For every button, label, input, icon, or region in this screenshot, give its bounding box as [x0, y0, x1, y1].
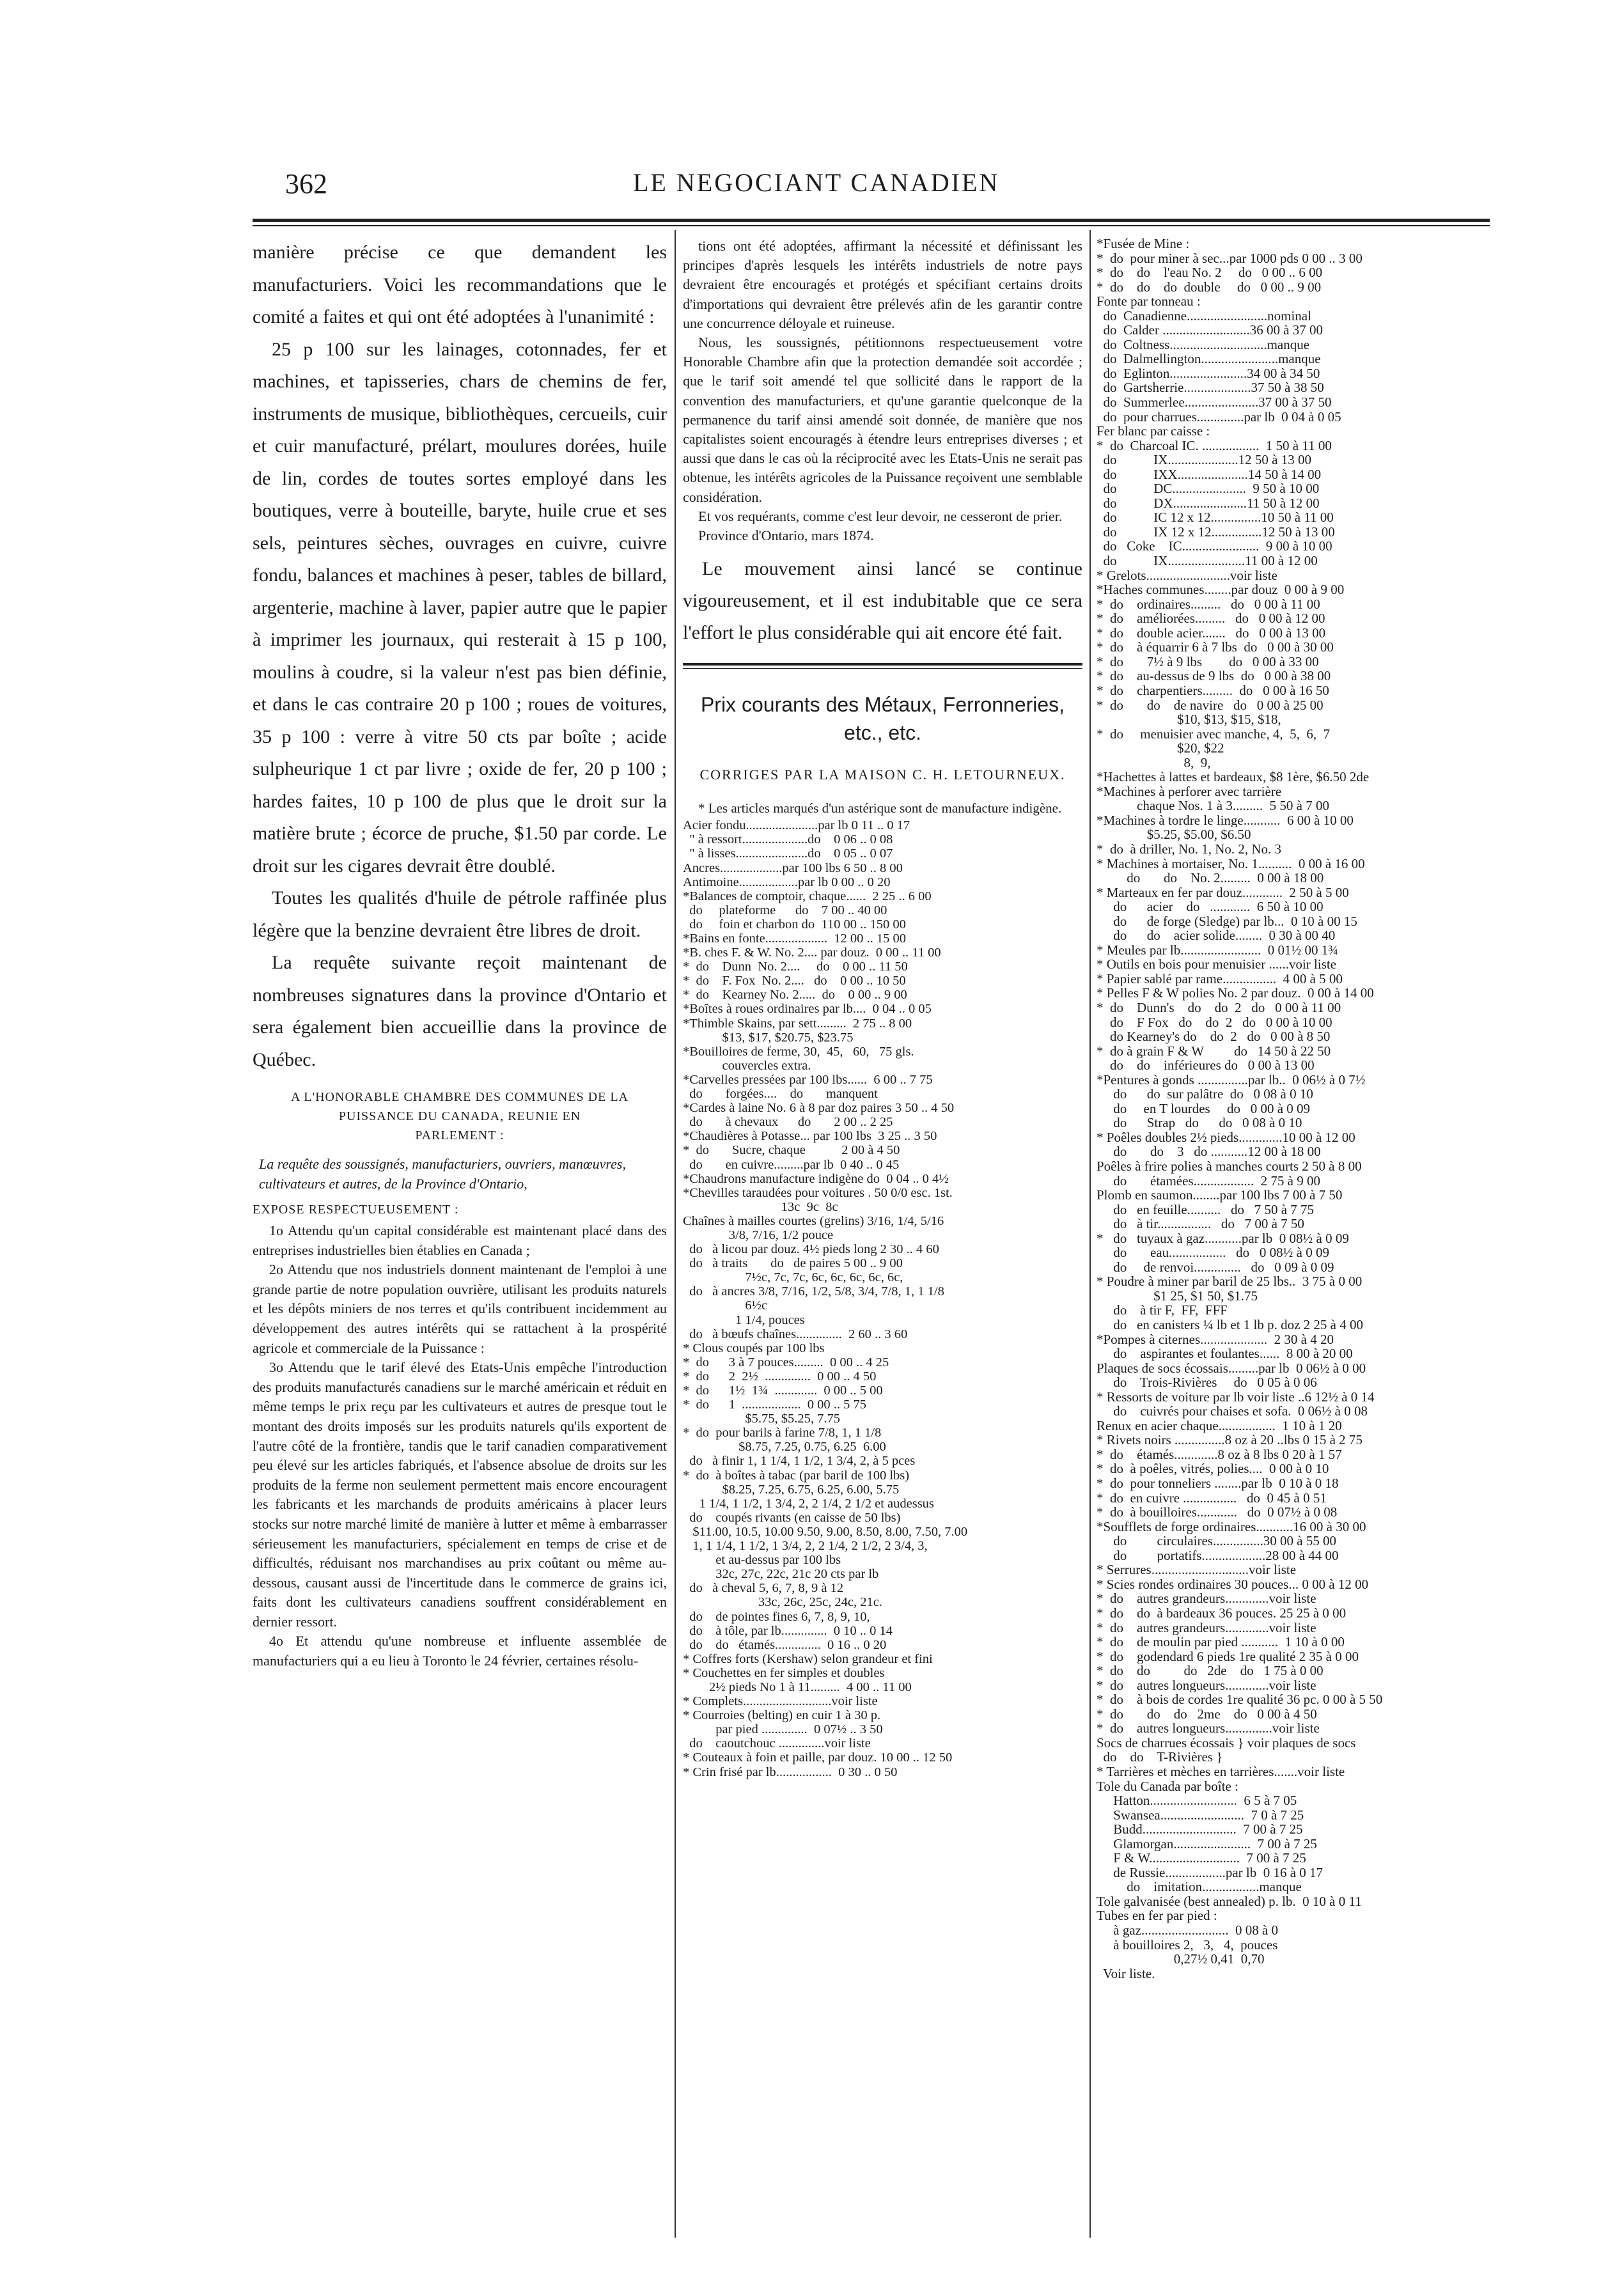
price-line: do Calder ..........................36 00 à 37 00: [1097, 323, 1323, 338]
price-line: Ancres...................par 100 lbs 6 50 .. 8 00: [683, 861, 903, 875]
paragraph: Toutes les qualités d'huile de pétrole raffinée plus légère que la benzine devraient être libres de droit.: [253, 887, 667, 941]
price-line: * do autres longueurs..............voir liste: [1097, 1721, 1320, 1736]
price-line: * do menuisier avec manche, 4, 5, 6, 7: [1097, 726, 1331, 742]
price-line: *Soufflets de forge ordinaires...........16 00 à 30 00: [1097, 1519, 1366, 1534]
price-line: do à tir F, FF, FFF: [1097, 1303, 1228, 1318]
price-line: do à chevaux do 2 00 .. 2 25: [683, 1115, 893, 1130]
price-line: Plomb en saumon........par 100 lbs 7 00 à 7 50: [1097, 1188, 1343, 1203]
price-line: do de forge (Sledge) par lb... 0 10 à 00 15: [1097, 914, 1357, 929]
paragraph: 4o Et attendu qu'une nombreuse et influente assemblée de manufacturiers qui a eu lieu à Toronto le 24 février, certaines résolu-: [253, 1633, 667, 1669]
price-line: do IX.......................11 00 à 12 00: [1097, 554, 1318, 568]
price-line: do Trois-Rivières do 0 05 à 0 06: [1097, 1375, 1317, 1390]
price-line: 33c, 26c, 25c, 24c, 21c.: [683, 1595, 882, 1610]
section-rule-thin: [683, 668, 1082, 669]
price-line: $1 25, $1 50, $1.75: [1097, 1288, 1258, 1304]
page-number: 362: [285, 168, 327, 199]
price-line: do cuivrés pour chaises et sofa. 0 06½ à 0 08: [1097, 1404, 1368, 1419]
price-line: *Haches communes........par douz 0 00 à 9 00: [1097, 582, 1345, 597]
price-line: * Clous coupés par 100 lbs: [683, 1341, 825, 1355]
price-line: Hatton.......................... 6 5 à 7 05: [1097, 1793, 1297, 1808]
paragraph: 1o Attendu qu'un capital considérable est maintenant placé dans des entreprises industrielles bien établies en Canada ;: [253, 1222, 667, 1258]
price-line: * do à bois de cordes 1re qualité 36 pc. 0 00 à 5 50: [1097, 1692, 1383, 1707]
price-line: * do 1½ 1¾ ............. 0 00 .. 5 00: [683, 1384, 883, 1398]
price-line: Glamorgan....................... 7 00 à 7 25: [1097, 1836, 1317, 1851]
price-line: * do do do 2me do 0 00 à 4 50: [1097, 1706, 1317, 1722]
price-line: *Thimble Skains, par sett......... 2 75 .. 8 00: [683, 1016, 912, 1031]
price-line: do Summerlee......................37 00 à 37 50: [1097, 395, 1332, 410]
price-line: * do 1 .................. 0 00 .. 5 75: [683, 1398, 866, 1412]
price-line: 1 1/4, 1 1/2, 1 3/4, 2, 2 1/4, 2 1/2 et audessus: [683, 1496, 934, 1511]
price-line: " à ressort....................do 0 06 .. 0 08: [683, 832, 893, 847]
price-list: [683, 818, 1082, 1779]
price-line: *Pentures à gonds ...............par lb.. 0 06½ à 0 7½: [1097, 1072, 1366, 1087]
price-line: do aspirantes et foulantes...... 8 00 à 20 00: [1097, 1346, 1353, 1361]
price-line: * Grelots.........................voir liste: [1097, 568, 1277, 583]
price-line: * do de moulin par pied ........... 1 10 à 0 00: [1097, 1635, 1345, 1649]
price-line: * do do de navire do 0 00 à 25 00: [1097, 698, 1323, 713]
price-line: *Chevilles taraudées pour voitures . 50 0/0 esc. 1st.: [683, 1185, 953, 1200]
price-line: Socs de charrues écossais } voir plaques de socs: [1097, 1735, 1356, 1750]
price-line: do Gartsherrie....................37 50 à 38 50: [1097, 380, 1324, 396]
price-line: do Coltness.............................manque: [1097, 337, 1310, 352]
price-line: * do au-dessus de 9 lbs do 0 00 à 38 00: [1097, 669, 1331, 683]
address-line: A L'HONORABLE CHAMBRE DES COMMUNES DE LA: [290, 1090, 629, 1104]
price-line: do plateforme do 7 00 .. 40 00: [683, 903, 887, 917]
price-line: * do charpentiers......... do 0 00 à 16 50: [1097, 683, 1329, 698]
price-line: * do à driller, No. 1, No. 2, No. 3: [1097, 841, 1282, 857]
price-line: do eau................. do 0 08½ à 0 09: [1097, 1245, 1329, 1260]
price-line: * Coffres forts (Kershaw) selon grandeur et fini: [683, 1651, 933, 1666]
price-line: * do F. Fox No. 2.... do 0 00 .. 10 50: [683, 974, 906, 988]
price-line: do IC 12 x 12...............10 50 à 11 00: [1097, 510, 1334, 525]
price-line: * Serrures.............................voir liste: [1097, 1563, 1297, 1577]
price-line: * Machines à mortaiser, No. 1.......... 0 00 à 16 00: [1097, 856, 1365, 871]
price-line: * Scies rondes ordinaires 30 pouces... 0 00 à 12 00: [1097, 1577, 1369, 1592]
expose-heading: EXPOSE RESPECTUEUSEMENT :: [253, 1203, 459, 1217]
price-line: do Eglinton.......................34 00 à 34 50: [1097, 366, 1320, 381]
price-line: do do acier solide........ 0 30 à 00 40: [1097, 928, 1336, 943]
price-line: Tubes en fer par pied :: [1097, 1908, 1217, 1923]
price-line: do F Fox do do 2 do 0 00 à 10 00: [1097, 1015, 1332, 1030]
price-line: * do do do double do 0 00 .. 9 00: [1097, 279, 1322, 295]
price-line: $11.00, 10.5, 10.00 9.50, 9.00, 8.50, 8.00, 7.50, 7.00: [683, 1524, 968, 1539]
price-line: * Poêles doubles 2½ pieds.............10 00 à 12 00: [1097, 1130, 1355, 1145]
price-line: $13, $17, $20.75, $23.75: [683, 1030, 854, 1045]
price-line: do à traits do de paires 5 00 .. 9 00: [683, 1256, 903, 1271]
price-line: * do en cuivre ................ do 0 45 à 0 51: [1097, 1490, 1327, 1506]
price-line: à gaz.......................... 0 08 à 0: [1097, 1922, 1279, 1938]
corrected-by: CORRIGES PAR LA MAISON C. H. LETOURNEUX.: [699, 767, 1066, 783]
price-line: * do Kearney No. 2..... do 0 00 .. 9 00: [683, 988, 907, 1002]
price-line: do do étamés.............. 0 16 .. 0 20: [683, 1637, 887, 1652]
price-line: *Machines à perforer avec tarrière: [1097, 784, 1282, 799]
petition-intro: La requête des soussignés, manufacturiers, ouvriers, manœuvres, cultivateurs et autres, de la Province d'Ontario,: [259, 1156, 626, 1192]
price-line: do en cuivre.........par lb 0 40 .. 0 45: [683, 1157, 900, 1172]
price-line: do à tôle, par lb.............. 0 10 .. 0 14: [683, 1623, 893, 1638]
price-line: do Kearney's do do 2 do 0 00 à 8 50: [1097, 1029, 1331, 1044]
price-line: do DX......................11 50 à 12 00: [1097, 495, 1320, 511]
price-line: * Rivets noirs ...............8 oz à 20 ..lbs 0 15 à 2 75: [1097, 1433, 1362, 1447]
section-rule: [683, 663, 1082, 666]
price-line: * Meules par lb........................ 0 01½ 00 1¾: [1097, 942, 1338, 958]
price-line: * do pour barils à farine 7/8, 1, 1 1/8: [683, 1426, 882, 1440]
price-line: * do do l'eau No. 2 do 0 00 .. 6 00: [1097, 265, 1323, 280]
price-line: *Bouilloires de ferme, 30, 45, 60, 75 gls.: [683, 1044, 914, 1059]
section-title: Prix courants des Métaux, Ferronneries, etc., etc.: [700, 693, 1065, 745]
price-line: do Dalmellington.......................manque: [1097, 352, 1321, 366]
price-line: 2½ pieds No 1 à 11......... 4 00 .. 11 00: [683, 1680, 912, 1694]
paragraph: tions ont été adoptées, affirmant la nécessité et définissant les principes d'après lesquels les intérêts industriels de notre pays devraient être encouragés et protégés et spécifiant certains droits d'importations qui devraient être prélevés afin de les garantir contre une concurrence déloyale et ruineuse.: [683, 238, 1082, 331]
price-line: do imitation.................manque: [1097, 1880, 1302, 1894]
column-1: [253, 237, 667, 2244]
price-line: $8.25, 7.25, 6.75, 6.25, 6.00, 5.75: [683, 1482, 900, 1497]
price-line: de Russie..................par lb 0 16 à 0 17: [1097, 1865, 1323, 1880]
price-line: Acier fondu......................par lb 0 11 .. 0 17: [683, 818, 910, 833]
price-line: * do autres grandeurs.............voir liste: [1097, 1620, 1316, 1635]
price-line: *Bains en fonte................... 12 00 .. 15 00: [683, 931, 907, 946]
header-rule-thick: [253, 219, 1490, 222]
price-line: Poêles à frire polies à manches courts 2 50 à 8 00: [1097, 1159, 1362, 1174]
price-line: do do 3 do ...........12 00 à 18 00: [1097, 1144, 1321, 1159]
price-line: 8, 9,: [1097, 755, 1211, 770]
price-line: *Pompes à citernes.................... 2 30 à 4 20: [1097, 1332, 1334, 1347]
price-line: Budd............................ 7 00 à 7 25: [1097, 1822, 1303, 1837]
price-line: * do do à bardeaux 36 pouces. 25 25 à 0 00: [1097, 1605, 1347, 1621]
column-divider-2: [1089, 230, 1091, 2238]
price-line: do forgées.... do manquent: [683, 1087, 878, 1102]
paragraph: 25 p 100 sur les lainages, cotonnades, fer et machines, et tapisseries, chars de chemins de fer, instruments de musique, bibliothèques, cercueils, cuir et cuir manufacturé, prélart, moulures dorées, huile de lin, cordes de toutes sortes employé dans les boutiques, verre à bouteille, baryte, huile crue et ses sels, peintures sèches, ouvrages en cuivre, cuivre fondu, balances et machines à peser, tables de billard, argenterie, machine à laver, papier autre que le papier à imprimer les journaux, qui resterait à 15 p 100, moulins à coudre, si la valeur n'est pas bien définie, et dans le cas contraire 20 p 100 ; roues de voitures, 35 p 100 : verre à vitre 50 cts par boîte ; acide sulpheurique 1 ct par livre ; oxide de fer, 20 p 100 ; hardes faites, 10 p 100 de plus que le droit sur la matière brute ; écorce de pruche, $1.50 par corde. Le droit sur les cigares devrait être doublé.: [253, 338, 667, 877]
price-line: * do autres longueurs.............voir liste: [1097, 1678, 1316, 1693]
price-line: do IXX.....................14 50 à 14 00: [1097, 467, 1322, 482]
address-line: PUISSANCE DU CANADA, REUNIE EN: [338, 1109, 581, 1123]
price-line: * do 2 2½ .............. 0 00 .. 4 50: [683, 1369, 877, 1384]
paragraph: manière précise ce que demandent les manufacturiers. Voici les recommandations que le comité a faites et qui ont été adoptées à l'unanimité :: [253, 242, 667, 327]
paragraph: La requête suivante reçoit maintenant de nombreuses signatures dans la province d'Ontario et sera également bien accueillie dans la province de Québec.: [253, 952, 667, 1070]
price-line: 0,27½ 0,41 0,70: [1097, 1952, 1265, 1967]
price-line: * do Charcoal IC. ................. 1 50 à 11 00: [1097, 438, 1332, 453]
price-line: do Strap do do 0 08 à 0 10: [1097, 1116, 1302, 1130]
price-line: do Canadienne........................nominal: [1097, 308, 1311, 323]
price-line: Swansea......................... 7 0 à 7 25: [1097, 1807, 1304, 1823]
price-line: Plaques de socs écossais.........par lb 0 06½ à 0 00: [1097, 1360, 1366, 1376]
price-line: 3/8, 7/16, 1/2 pouce: [683, 1228, 834, 1242]
paragraph: Le mouvement ainsi lancé se continue vigoureusement, et il est indubitable que ce sera l'effort le plus considérable qui ait encore été fait.: [683, 558, 1082, 644]
price-line: do en feuille.......... do 7 50 à 7 75: [1097, 1202, 1315, 1217]
price-line: do caoutchouc ..............voir liste: [683, 1736, 871, 1751]
price-line: * do ordinaires......... do 0 00 à 11 00: [1097, 596, 1320, 612]
price-line: do circulaires...............30 00 à 55 00: [1097, 1534, 1337, 1548]
header-rule-thin: [253, 225, 1490, 226]
asterisk-note: * Les articles marqués d'un astérique sont de manufacture indigène.: [698, 800, 1062, 816]
price-line: Chaînes à mailles courtes (grelins) 3/16, 1/4, 5/16: [683, 1213, 944, 1228]
price-line: * Ressorts de voiture par lb voir liste ..6 12½ à 0 14: [1097, 1389, 1375, 1405]
price-line: couvercles extra.: [683, 1058, 811, 1073]
price-line: do de renvoi.............. do 0 09 à 0 09: [1097, 1259, 1334, 1275]
price-line: * Pelles F & W polies No. 2 par douz. 0 00 à 14 00: [1097, 986, 1374, 1001]
price-line: *Boîtes à roues ordinaires par lb.... 0 04 .. 0 05: [683, 1002, 932, 1017]
price-line: *Hachettes à lattes et bardeaux, $8 1ère, $6.50 2de: [1097, 770, 1370, 784]
price-line: chaque Nos. 1 à 3......... 5 50 à 7 00: [1097, 799, 1329, 813]
price-line: do foin et charbon do 110 00 .. 150 00: [683, 917, 906, 931]
price-line: *B. ches F. & W. No. 2.... par douz. 0 00 .. 11 00: [683, 946, 941, 960]
price-line: do à finir 1, 1 1/4, 1 1/2, 1 3/4, 2, à 5 pces: [683, 1454, 916, 1469]
paragraph: 3o Attendu que le tarif élevé des Etats-Unis empêche l'introduction des produits manufacturés canadiens sur le marché américain et réduit en même temps le prix reçu par les cultivateurs et autres de presque tout le montant des droits imposés sur les produits naturels qu'ils exportent de l'autre côté de la frontière, tandis que le tarif canadien comparativement peu élevé sur les articles fabriqués, et l'absence absolue de droits sur les produits de la ferme non seulement permettent mais encore encouragent les fabricants et les marchands de produits américains à placer leurs stocks sur notre marché limité de manière à lutter et même à embarrasser sérieusement les manufacturiers, spécialement en temps de crise et de difficultés, réduisant nos marchandises au prix coûtant ou même au-dessous, causant aussi de l'incertitude dans le commerce de grains ici, faits dont les cultivateurs canadiens souffrent considérablement en dernier ressort.: [253, 1359, 667, 1630]
price-line: do de pointes fines 6, 7, 8, 9, 10,: [683, 1609, 870, 1624]
price-line: Renux en acier chaque................. 1 10 à 1 20: [1097, 1418, 1342, 1433]
price-line: * do étamés.............8 oz à 8 lbs 0 20 à 1 57: [1097, 1447, 1342, 1462]
price-line: do IX.....................12 50 à 13 00: [1097, 453, 1311, 467]
price-line: * do 7½ à 9 lbs do 0 00 à 33 00: [1097, 654, 1319, 669]
price-line: 7½c, 7c, 7c, 6c, 6c, 6c, 6c, 6c,: [683, 1270, 903, 1285]
price-line: * do à boîtes à tabac (par baril de 100 lbs): [683, 1468, 910, 1483]
journal-title: LE NEGOCIANT CANADIEN: [633, 168, 1000, 197]
price-line: 32c, 27c, 22c, 21c 20 cts par lb: [683, 1567, 879, 1582]
price-line: * Couchettes en fer simples et doubles: [683, 1665, 885, 1680]
price-line: * do do do 2de do 1 75 à 0 00: [1097, 1664, 1323, 1678]
price-line: 1 1/4, pouces: [683, 1313, 805, 1327]
price-line: $20, $22: [1097, 741, 1224, 756]
price-line: * Couteaux à foin et paille, par douz. 10 00 .. 12 50: [683, 1750, 953, 1765]
price-line: * do à grain F & W do 14 50 à 22 50: [1097, 1043, 1331, 1059]
price-line: * Marteaux en fer par douz............ 2 50 à 5 00: [1097, 885, 1349, 900]
price-line: Voir liste.: [1097, 1966, 1155, 1981]
price-line: do acier do ............ 6 50 à 10 00: [1097, 900, 1323, 914]
price-list: [1097, 237, 1490, 1981]
address-line: PARLEMENT :: [415, 1128, 504, 1142]
price-line: do do sur palâtre do 0 08 à 0 10: [1097, 1087, 1313, 1102]
price-line: Fer blanc par caisse :: [1097, 424, 1210, 439]
price-line: * do double acier....... do 0 00 à 13 00: [1097, 625, 1326, 641]
column-2: [683, 237, 1082, 2244]
price-line: do à licou par douz. 4½ pieds long 2 30 .. 4 60: [683, 1242, 939, 1257]
price-line: Antimoine..................par lb 0 00 .. 0 20: [683, 875, 891, 889]
price-line: *Fusée de Mine :: [1097, 237, 1190, 251]
price-line: $5.75, $5.25, 7.75: [683, 1412, 840, 1426]
price-line: do do inférieures do 0 00 à 13 00: [1097, 1058, 1315, 1073]
price-line: do à ancres 3/8, 7/16, 1/2, 5/8, 3/4, 7/8, 1, 1 1/8: [683, 1284, 944, 1299]
price-line: 13c 9c 8c: [683, 1199, 838, 1214]
price-line: 1, 1 1/4, 1 1/2, 1 3/4, 2, 2 1/4, 2 1/2, 2 3/4, 3,: [683, 1539, 928, 1554]
price-line: * do 3 à 7 pouces......... 0 00 .. 4 25: [683, 1355, 889, 1369]
price-line: do pour charrues..............par lb 0 04 à 0 05: [1097, 409, 1341, 425]
price-line: * do Dunn's do do 2 do 0 00 à 11 00: [1097, 1000, 1341, 1015]
price-line: Tole galvanisée (best annealed) p. lb. 0 10 à 0 11: [1097, 1894, 1362, 1909]
price-line: et au-dessus par 100 lbs: [683, 1553, 841, 1568]
price-line: * do pour miner à sec...par 1000 pds 0 00 .. 3 00: [1097, 251, 1362, 266]
price-line: $5.25, $5.00, $6.50: [1097, 827, 1251, 842]
price-line: * do à bouilloires............ do 0 07½ à 0 08: [1097, 1505, 1338, 1520]
price-line: do étamées.................. 2 75 à 9 00: [1097, 1173, 1320, 1189]
price-line: *Carvelles pressées par 100 lbs...... 6 00 .. 7 75: [683, 1072, 933, 1087]
price-line: do en canisters ¼ lb et 1 lb p. doz 2 25 à 4 00: [1097, 1318, 1364, 1332]
price-line: do portatifs...................28 00 à 44 00: [1097, 1548, 1339, 1563]
paragraph: Et vos requérants, comme c'est leur devoir, ne cesseront de prier.: [698, 508, 1063, 524]
price-line: Tole du Canada par boîte :: [1097, 1779, 1238, 1794]
price-line: *Chaudières à Potasse... par 100 lbs 3 25 .. 3 50: [683, 1129, 937, 1144]
price-line: * do pour tonneliers ........par lb 0 10 à 0 18: [1097, 1476, 1339, 1491]
price-line: * do Sucre, chaque 2 00 à 4 50: [683, 1143, 900, 1158]
price-line: $8.75, 7.25, 0.75, 6.25 6.00: [683, 1440, 886, 1454]
price-line: * do autres grandeurs.............voir liste: [1097, 1591, 1316, 1606]
price-line: * Poudre à miner par baril de 25 lbs.. 3 75 à 0 00: [1097, 1274, 1362, 1289]
price-line: do DC...................... 9 50 à 10 00: [1097, 481, 1320, 496]
price-line: do IX 12 x 12...............12 50 à 13 00: [1097, 524, 1335, 540]
price-line: * do godendard 6 pieds 1re qualité 2 35 à 0 00: [1097, 1649, 1359, 1664]
price-line: do en T lourdes do 0 00 à 0 09: [1097, 1101, 1311, 1116]
price-line: do Coke IC....................... 9 00 à 10 00: [1097, 539, 1332, 554]
price-line: F & W........................... 7 00 à 7 25: [1097, 1851, 1306, 1866]
price-line: * Tarrières et mèches en tarrières.......voir liste: [1097, 1764, 1345, 1779]
price-line: do do T-Rivières }: [1097, 1750, 1223, 1765]
column-divider-1: [675, 230, 676, 2238]
price-line: * Courroies (belting) en cuir 1 à 30 p.: [683, 1708, 881, 1723]
price-line: par pied .............. 0 07½ .. 3 50: [683, 1722, 883, 1737]
price-line: $10, $13, $15, $18,: [1097, 712, 1281, 727]
price-line: 6½c: [683, 1298, 768, 1313]
price-line: * Complets...........................voir liste: [683, 1694, 878, 1709]
paragraph: 2o Attendu que nos industriels donnent maintenant de l'emploi à une grande partie de notre population ouvrière, utilisant les produits naturels et les dépôts miniers de nos terres et qu'ils contribuent incidemment au développement des autres intérêts qui se rattachent à la prospérité agricole et commerciale de la Puissance :: [253, 1261, 667, 1356]
price-line: * Crin frisé par lb................. 0 30 .. 0 50: [683, 1765, 898, 1779]
paragraph: Province d'Ontario, mars 1874.: [698, 527, 874, 544]
price-line: do à tir................ do 7 00 à 7 50: [1097, 1217, 1304, 1231]
price-line: *Chaudrons manufacture indigène do 0 04 .. 0 4½: [683, 1171, 949, 1186]
price-line: * do tuyaux à gaz...........par lb 0 08½ à 0 09: [1097, 1231, 1349, 1246]
price-line: Fonte par tonneau :: [1097, 294, 1201, 309]
price-line: * do à équarrir 6 à 7 lbs do 0 00 à 30 00: [1097, 640, 1334, 655]
price-line: * Papier sablé par rame................ 4 00 à 5 00: [1097, 971, 1343, 986]
price-line: à bouilloires 2, 3, 4, pouces: [1097, 1937, 1278, 1953]
price-line: *Machines à tordre le linge........... 6 00 à 10 00: [1097, 813, 1354, 828]
price-line: " à lisses......................do 0 05 .. 0 07: [683, 846, 893, 861]
paragraph: Nous, les soussignés, pétitionnons respectueusement votre Honorable Chambre afin que la protection demandée soit accordée ; que le tarif soit amendé tel que sollicité dans le rapport de la convention des manufacturiers, et qu'une garantie quelconque de la permanence du tarif ainsi amendé soit donnée, de manière que nos capitalistes soient encouragés à étendre leurs entreprises diverses ; et aussi que dans le cas où la réciprocité avec les Etats-Unis ne serait pas obtenue, les intérêts agricoles de la Puissance reçoivent une semblable considération.: [683, 334, 1082, 505]
price-line: *Balances de comptoir, chaque...... 2 25 .. 6 00: [683, 889, 932, 903]
price-line: * do Dunn No. 2.... do 0 00 .. 11 50: [683, 960, 908, 974]
column-3: [1097, 237, 1490, 2244]
price-line: * do à poêles, vitrés, polies.... 0 00 à 0 10: [1097, 1461, 1329, 1477]
price-line: * Outils en bois pour menuisier ......voir liste: [1097, 957, 1337, 972]
price-line: do à cheval 5, 6, 7, 8, 9 à 12: [683, 1581, 844, 1596]
price-line: do à bœufs chaînes.............. 2 60 .. 3 60: [683, 1327, 908, 1341]
petition-address: [253, 1087, 667, 1145]
price-line: *Cardes à laine No. 6 à 8 par doz paires 3 50 .. 4 50: [683, 1101, 955, 1116]
price-line: * do améliorées......... do 0 00 à 12 00: [1097, 611, 1325, 626]
price-line: do do No. 2......... 0 00 à 18 00: [1097, 871, 1324, 885]
price-line: do coupés rivants (en caisse de 50 lbs): [683, 1510, 901, 1525]
